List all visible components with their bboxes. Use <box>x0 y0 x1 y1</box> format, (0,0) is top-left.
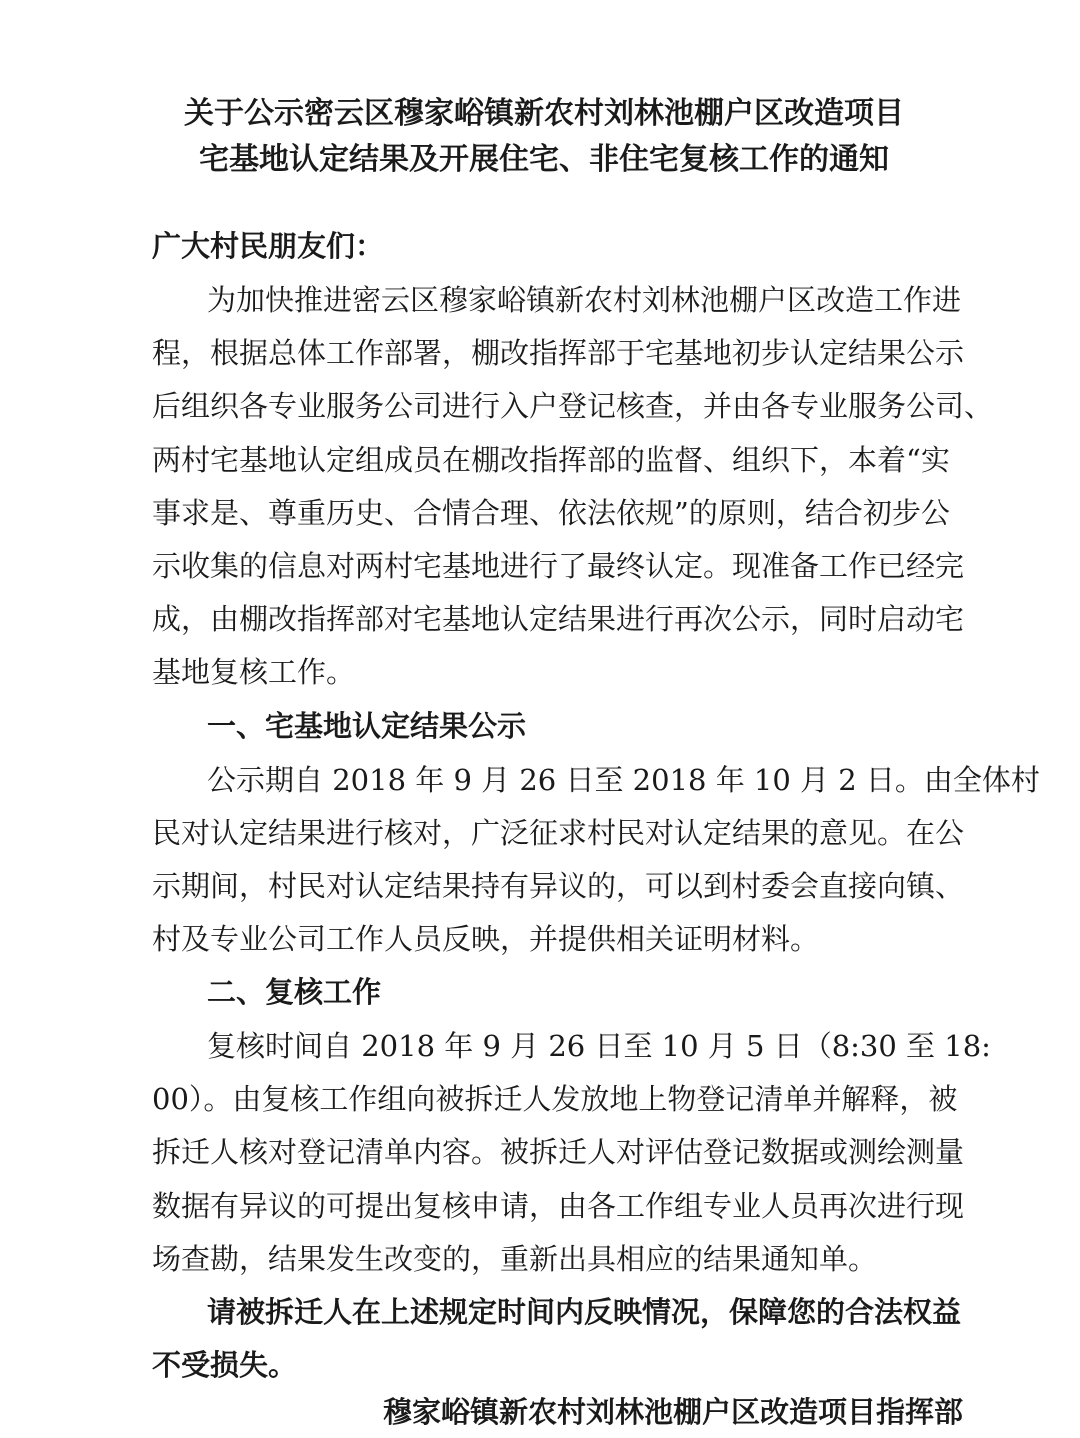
salutation: 广大村民朋友们： <box>152 229 385 263</box>
intro-line: 基地复核工作。 <box>152 655 356 689</box>
section-1-line: 村及专业公司工作人员反映，并提供相关证明材料。 <box>152 922 820 956</box>
intro-line: 成，由棚改指挥部对宅基地认定结果进行再次公示，同时启动宅 <box>152 602 965 636</box>
section-2-line: 场查勘，结果发生改变的，重新出具相应的结果通知单。 <box>152 1242 878 1276</box>
section-1-line: 公示期自 2018 年 9 月 26 日至 2018 年 10 月 2 日。由全体村 <box>207 763 1040 797</box>
section-1-line: 示期间，村民对认定结果持有异议的，可以到村委会直接向镇、 <box>152 869 965 903</box>
signature: 穆家峪镇新农村刘林池棚户区改造项目指挥部 <box>383 1395 964 1429</box>
section-2-line: 00）。由复核工作组向被拆迁人发放地上物登记清单并解释，被 <box>152 1082 958 1116</box>
document-title-line-1: 关于公示密云区穆家峪镇新农村刘林池棚户区改造项目 <box>184 96 904 131</box>
intro-line: 为加快推进密云区穆家峪镇新农村刘林池棚户区改造工作进 <box>207 283 962 317</box>
section-2-line: 拆迁人核对登记清单内容。被拆迁人对评估登记数据或测绘测量 <box>152 1135 965 1169</box>
section-2-line: 复核时间自 2018 年 9 月 26 日至 10 月 5 日（8:30 至 18: <box>207 1029 991 1063</box>
section-2-heading: 二、复核工作 <box>207 975 382 1009</box>
closing-line: 请被拆迁人在上述规定时间内反映情况，保障您的合法权益 <box>207 1295 962 1329</box>
document-title-line-2: 宅基地认定结果及开展住宅、非住宅复核工作的通知 <box>199 142 889 177</box>
closing-line: 不受损失。 <box>152 1348 298 1382</box>
section-1-heading: 一、宅基地认定结果公示 <box>207 709 527 743</box>
intro-line: 后组织各专业服务公司进行入户登记核查，并由各专业服务公司、 <box>152 389 994 423</box>
intro-line: 事求是、尊重历史、合情合理、依法依规”的原则，结合初步公 <box>152 496 950 530</box>
intro-line: 两村宅基地认定组成员在棚改指挥部的监督、组织下，本着“实 <box>152 443 950 477</box>
section-1-line: 民对认定结果进行核对，广泛征求村民对认定结果的意见。在公 <box>152 816 965 850</box>
intro-line: 示收集的信息对两村宅基地进行了最终认定。现准备工作已经完 <box>152 549 965 583</box>
intro-line: 程，根据总体工作部署，棚改指挥部于宅基地初步认定结果公示 <box>152 336 965 370</box>
section-2-line: 数据有异议的可提出复核申请，由各工作组专业人员再次进行现 <box>152 1189 965 1223</box>
